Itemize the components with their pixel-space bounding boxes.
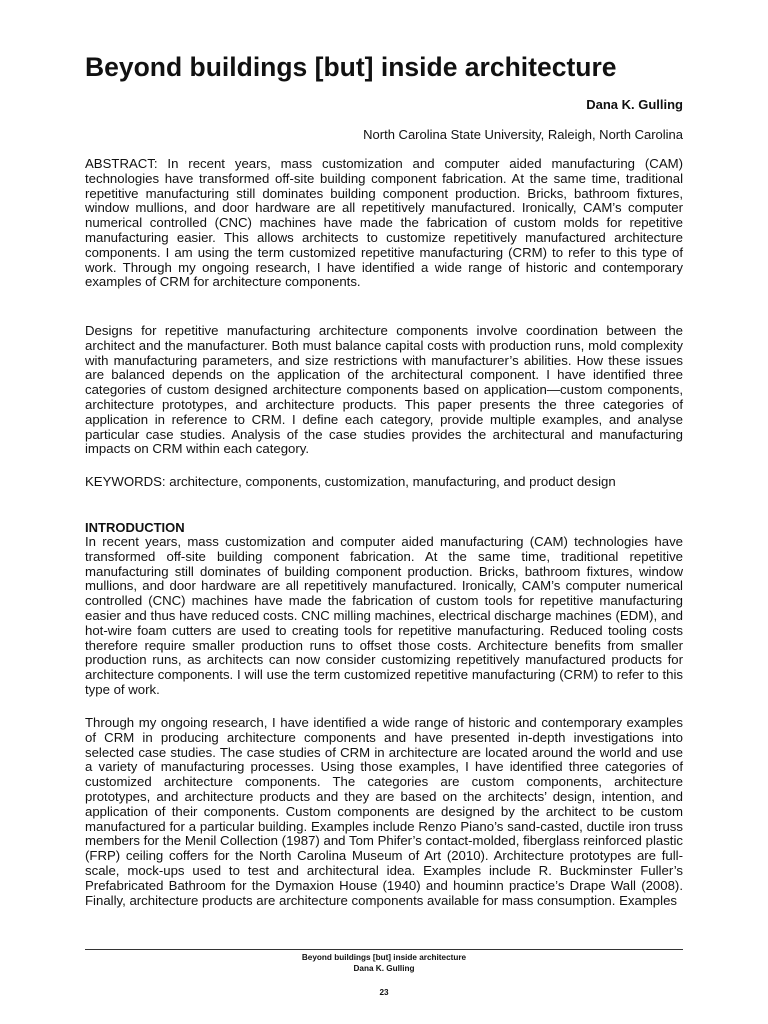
abstract-design-paragraph: Designs for repetitive manufacturing architecture components involve coordination between the architect and the manufacturer. Both must balance capital costs with production runs, mold complexity with manufacturing parameters, and size restrictions with manufacturer’s abilities. How these issues are balanced depends on the application of the architectural component. I have identified three categories of custom designed architecture components based on application—custom components, architecture prototypes, and architecture products. This paper presents the three categories of application in reference to CRM. I define each category, provide multiple examples, and analyse particular case studies. Analysis of the case studies provides the architectural and manufacturing impacts on CRM within each category.: [85, 323, 683, 457]
author-affiliation: North Carolina State University, Raleigh, North Carolina: [363, 127, 683, 142]
paper-title: Beyond buildings [but] inside architecture: [85, 52, 617, 82]
introduction-paragraph-1: In recent years, mass customization and computer aided manufacturing (CAM) technologies have transformed off-site building component fabrication. At the same time, traditional repetitive manufacturing still dominates of building component production. Bricks, bathroom fixtures, window mullions, and door hardware are all repetitively manufactured. Ironically, CAM’s computer numerical controlled (CNC) machines have made the fabrication of custom tools for repetitive manufacturing easier and thus have reduced costs. CNC milling machines, electrical discharge machines (EDM), and hot-wire foam cutters are used to creating tools for repetitive manufacturing. Reduced tooling costs therefore require smaller production runs to offset those costs. Architecture benefits from smaller production runs, as architects can now consider customizing repetitively manufactured products for architecture components. I will use the term customized repetitive manufacturing (CRM) to refer to this type of work.: [85, 534, 683, 697]
footer-running-author: Dana K. Gulling: [353, 963, 415, 973]
author-name: Dana K. Gulling: [586, 97, 683, 112]
keywords-line: KEYWORDS: architecture, components, customization, manufacturing, and product design: [85, 474, 616, 489]
page-footer: [85, 953, 683, 974]
footer-divider: [85, 949, 683, 950]
paper-page: [85, 0, 683, 1024]
abstract-paragraph: ABSTRACT: In recent years, mass customization and computer aided manufacturing (CAM) technologies have transformed off-site building component fabrication. At the same time, traditional repetitive manufacturing still dominates building component production. Bricks, bathroom fixtures, window mullions, and door hardware are all repetitively manufactured. Ironically, CAM’s computer numerical controlled (CNC) machines have made the fabrication of custom molds for repetitive manufacturing easier. This allows architects to customize repetitively manufactured architecture components. I am using the term customized repetitive manufacturing (CRM) to refer to this type of work. Through my ongoing research, I have identified a wide range of historic and contemporary examples of CRM for architecture components.: [85, 156, 683, 290]
introduction-paragraph-2: Through my ongoing research, I have identified a wide range of historic and contemporary examples of CRM in producing architecture components and have presented in-depth investigations into selected case studies. The case studies of CRM in architecture are located around the world and use a variety of manufacturing processes. Using those examples, I have identified three categories of customized architecture components. The categories are custom components, architecture prototypes, and architecture products and they are based on the architects’ design, intention, and application of their components. Custom components are designed by the architect to be custom manufactured for a particular building. Examples include Renzo Piano’s sand-casted, ductile iron truss members for the Menil Collection (1987) and Tom Phifer’s contact-molded, fiberglass reinforced plastic (FRP) ceiling coffers for the North Carolina Museum of Art (2010). Architecture prototypes are full-scale, mock-ups used to test and architectural idea. Examples include R. Buckminster Fuller’s Prefabricated Bathroom for the Dymaxion House (1940) and houminn practice’s Drape Wall (2008). Finally, architecture products are architecture components available for mass consumption. Examples: [85, 715, 683, 908]
footer-running-title: Beyond buildings [but] inside architecture: [301, 953, 467, 962]
introduction-heading: INTRODUCTION: [85, 520, 185, 535]
page-number: 23: [379, 988, 389, 997]
